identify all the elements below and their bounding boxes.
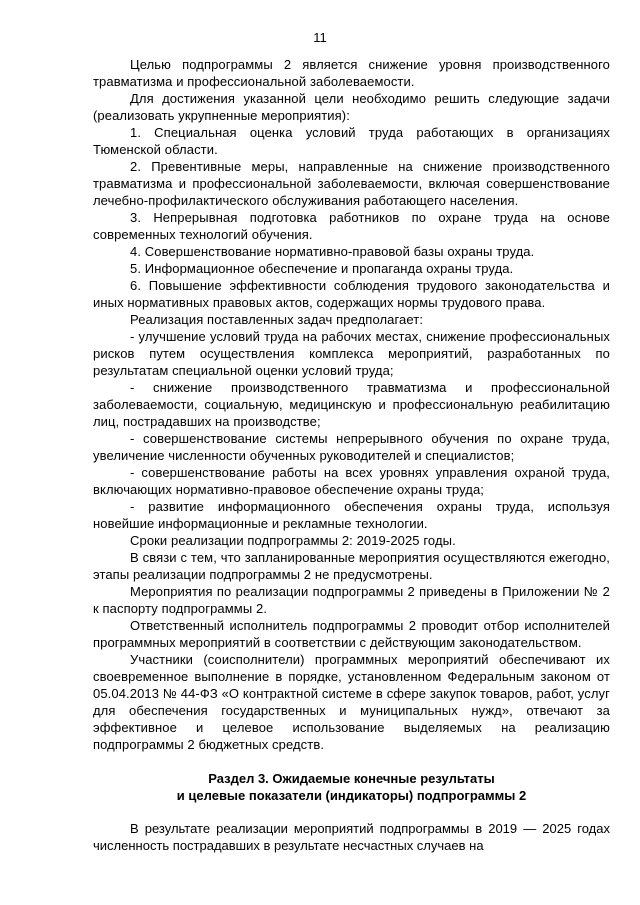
task-item-1: 1. Специальная оценка условий труда работающих в организациях Тюменской области. (93, 125, 610, 157)
paragraph-results: В результате реализации мероприятий подпрограммы в 2019 — 2025 годах численность пострадавших в результате несчастных случаев на (93, 821, 610, 853)
implementation-item-4: - совершенствование работы на всех уровнях управления охраной труда, включающих нормативно-правовое обеспечение охраны труда; (93, 465, 610, 497)
body-text (93, 56, 610, 753)
section-heading (93, 770, 610, 804)
paragraph-implementation-intro: Реализация поставленных задач предполагает: (130, 312, 424, 327)
paragraph-appendix: Мероприятия по реализации подпрограммы 2 приведены в Приложении № 2 к паспорту подпрограммы 2. (93, 584, 610, 616)
implementation-item-5: - развитие информационного обеспечения охраны труда, используя новейшие информационные и рекламные технологии. (93, 499, 610, 531)
implementation-item-1: - улучшение условий труда на рабочих местах, снижение профессиональных рисков путем осуществления комплекса мероприятий, разработанных по результатам специальной оценки условий труда; (93, 329, 610, 378)
section-heading-line-1: Раздел 3. Ожидаемые конечные результаты (208, 771, 495, 786)
section-body (93, 820, 610, 854)
task-item-4: 4. Совершенствование нормативно-правовой базы охраны труда. (130, 244, 535, 259)
page-number: 11 (313, 30, 327, 45)
section-heading-line-2: и целевые показатели (индикаторы) подпрограммы 2 (176, 788, 527, 803)
paragraph-tasks-intro: Для достижения указанной цели необходимо решить следующие задачи (реализовать укрупненные мероприятия): (93, 91, 610, 123)
implementation-item-2: - снижение производственного травматизма и профессиональной заболеваемости, социальную, медицинскую и профессиональную реабилитацию лиц, пострадавших на производстве; (93, 380, 610, 429)
task-item-2: 2. Превентивные меры, направленные на снижение производственного травматизма и профессиональной заболеваемости, включая совершенствование лечебно-профилактического обслуживания работающего населения. (93, 159, 610, 208)
paragraph-participants: Участники (соисполнители) программных мероприятий обеспечивают их своевременное выполнение в порядке, установленном Федеральным законом от 05.04.2013 № 44-ФЗ «О контрактной системе в сфере закупок товаров, работ, услуг для обеспечения государственных и муниципальных нужд», отвечают за эффективное и целевое использование выделяемых на реализацию подпрограммы 2 бюджетных средств. (93, 652, 610, 752)
task-item-6: 6. Повышение эффективности соблюдения трудового законодательства и иных нормативных правовых актов, содержащих нормы трудового права. (93, 278, 610, 310)
paragraph-timeline: Сроки реализации подпрограммы 2: 2019-2025 годы. (130, 533, 456, 548)
task-item-5: 5. Информационное обеспечение и пропаганда охраны труда. (130, 261, 514, 276)
paragraph-goal: Целью подпрограммы 2 является снижение уровня производственного травматизма и профессиональной заболеваемости. (93, 57, 610, 89)
paragraph-stages: В связи с тем, что запланированные мероприятия осуществляются ежегодно, этапы реализации подпрограммы 2 не предусмотрены. (93, 550, 610, 582)
paragraph-responsible-executor: Ответственный исполнитель подпрограммы 2 проводит отбор исполнителей программных мероприятий в соответствии с действующим законодательством. (93, 618, 610, 650)
implementation-item-3: - совершенствование системы непрерывного обучения по охране труда, увеличение численности обученных руководителей и специалистов; (93, 431, 610, 463)
task-item-3: 3. Непрерывная подготовка работников по охране труда на основе современных технологий обучения. (93, 210, 610, 242)
